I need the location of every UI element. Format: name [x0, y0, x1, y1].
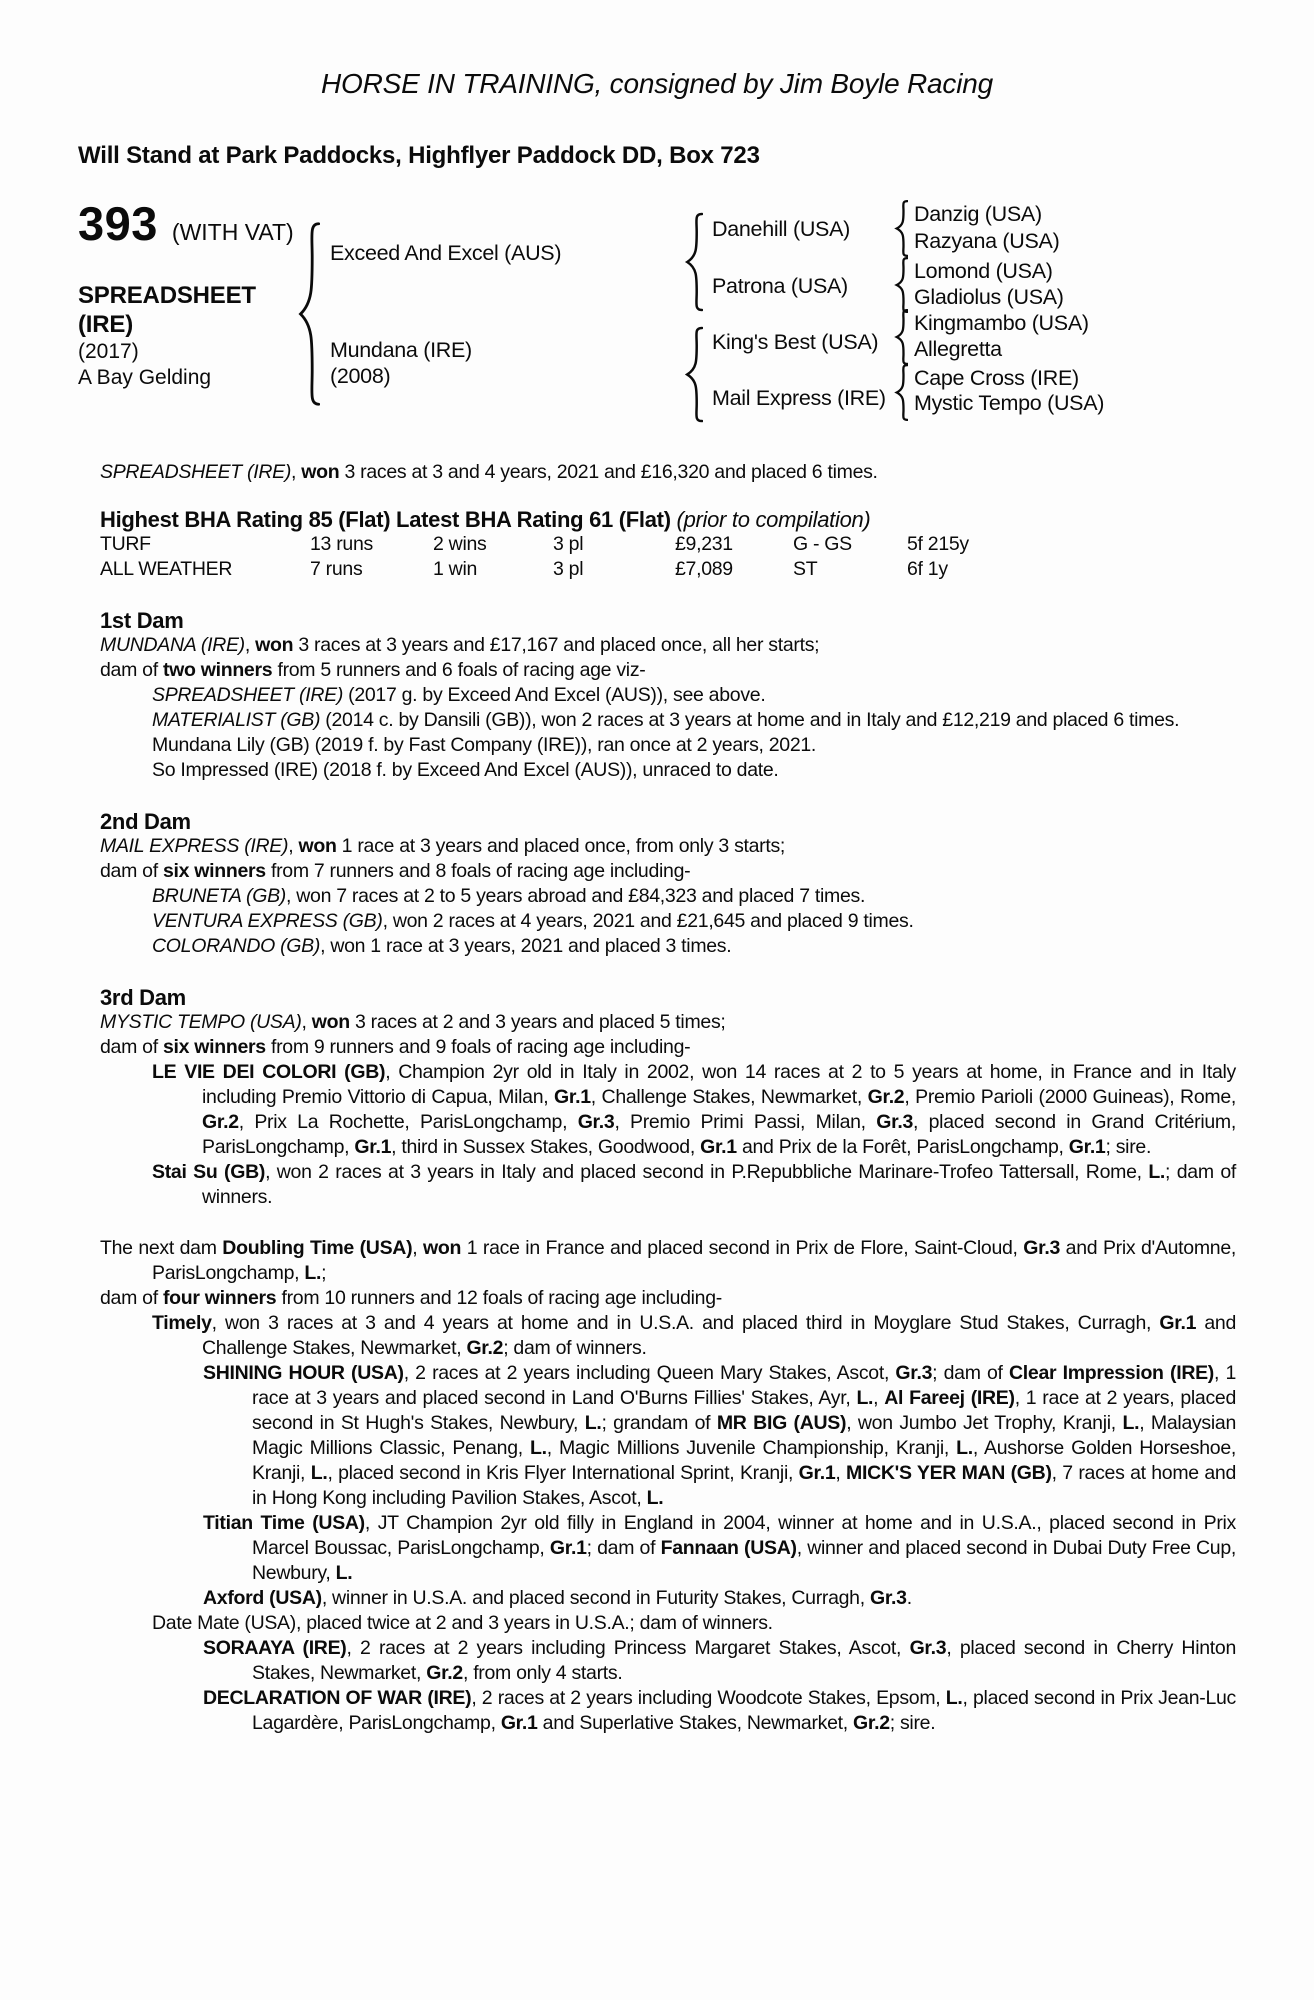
- text-run: (2014 c. by Dansili (GB)), won 2 races at 3 years at home and in Italy and £12,219 and placed 6 times.: [320, 709, 1180, 731]
- text-run: MATERIALIST (GB): [152, 709, 321, 731]
- text-run: MAIL EXPRESS (IRE): [100, 835, 289, 857]
- pedigree-brace-generation1: [294, 220, 320, 408]
- catalogue-paragraph: [100, 834, 1236, 859]
- catalogue-paragraph: [100, 683, 1236, 708]
- catalogue-paragraph: [100, 934, 1236, 959]
- text-run: ; dam of winners.: [503, 1337, 647, 1359]
- catalogue-paragraph: [100, 1511, 1236, 1586]
- catalogue-paragraph: [100, 884, 1236, 909]
- text-run: from 9 runners and 9 foals of racing age including-: [265, 1036, 691, 1058]
- text-run: Stai Su (GB): [152, 1161, 266, 1183]
- text-run: Gr.1: [1159, 1312, 1197, 1334]
- text-run: 1 race in France and placed second in Prix de Flore, Saint-Cloud,: [461, 1237, 1024, 1259]
- text-run: Highest BHA Rating 85 (Flat) Latest BHA Rating 61 (Flat): [100, 507, 671, 532]
- horse-name-block: [78, 281, 256, 391]
- bha-rating-heading: [100, 507, 1236, 532]
- text-run: MUNDANA (IRE): [100, 634, 245, 656]
- text-run: Titian Time (USA): [203, 1512, 365, 1534]
- text-run: LE VIE DEI COLORI (GB): [152, 1061, 386, 1083]
- text-run: Gr.3: [895, 1362, 933, 1384]
- race-record-cell: TURF: [100, 533, 151, 555]
- text-run: and Prix d'Automne, ParisLongchamp,: [152, 1237, 1236, 1284]
- text-run: BRUNETA (GB): [152, 885, 286, 907]
- catalogue-paragraph: [100, 1361, 1236, 1511]
- text-run: Al Fareej (IRE): [884, 1387, 1015, 1409]
- text-run: L.: [584, 1412, 602, 1434]
- text-run: ,: [288, 835, 299, 857]
- text-run: , 7 races at home and in Hong Kong including Pavilion Stakes, Ascot,: [252, 1462, 1236, 1509]
- text-run: ,: [301, 1011, 312, 1033]
- text-run: MR BIG (AUS): [716, 1412, 847, 1434]
- text-run: Clear Impression (IRE): [1009, 1362, 1215, 1384]
- race-record-cell: 5f 215y: [907, 533, 969, 555]
- horse-name: SPREADSHEET: [78, 282, 256, 309]
- text-run: , Malaysian Magic Millions Classic, Penang,: [252, 1412, 1237, 1459]
- text-run: Gr.3: [869, 1587, 907, 1609]
- text-run: , 1 race at 2 years, placed second in St Hugh's Stakes, Newbury,: [252, 1387, 1236, 1434]
- text-run: from 10 runners and 12 foals of racing age including-: [276, 1287, 722, 1309]
- text-run: from 5 runners and 6 foals of racing age viz-: [272, 659, 646, 681]
- text-run: (2017 g. by Exceed And Excel (AUS)), see above.: [343, 684, 766, 706]
- text-run: SHINING HOUR (USA): [203, 1362, 404, 1384]
- text-run: Gr.1: [549, 1537, 587, 1559]
- text-run: L.: [646, 1487, 664, 1509]
- text-run: COLORANDO (GB): [152, 935, 321, 957]
- catalogue-paragraph: [100, 1160, 1236, 1210]
- race-record-cell: 1 win: [433, 558, 478, 580]
- text-run: MYSTIC TEMPO (USA): [100, 1011, 302, 1033]
- section-heading-1st-dam: [100, 608, 1236, 633]
- catalogue-paragraph: [100, 658, 1236, 683]
- race-record-cell: G - GS: [793, 533, 852, 555]
- race-record-cell: 13 runs: [310, 533, 373, 555]
- text-run: 1 race at 3 years and placed once, from only 3 starts;: [336, 835, 786, 857]
- text-run: won: [301, 461, 340, 483]
- text-run: SPREADSHEET (IRE): [100, 461, 292, 483]
- text-run: L.: [856, 1387, 874, 1409]
- text-run: Gr.3: [909, 1637, 947, 1659]
- pedigree-dam-year: (2008): [330, 364, 391, 388]
- race-record-cell: £7,089: [675, 558, 733, 580]
- text-run: Fannaan (USA): [660, 1537, 797, 1559]
- catalogue-paragraph: [100, 1010, 1236, 1035]
- pedigree-dam: Mundana (IRE): [330, 338, 472, 362]
- text-run: Gr.2: [426, 1662, 463, 1684]
- text-run: 3 races at 2 and 3 years and placed 5 times;: [349, 1011, 726, 1033]
- pedigree-gg-razyana: Razyana (USA): [914, 229, 1060, 253]
- horse-country-suffix: (IRE): [78, 311, 133, 338]
- text-run: , Challenge Stakes, Newmarket,: [590, 1086, 868, 1108]
- text-run: ; sire.: [1105, 1136, 1152, 1158]
- text-run: , JT Champion 2yr old filly in England in 2004, winner at home and in U.S.A., placed second in Prix Marcel Boussac, ParisLongchamp,: [252, 1512, 1237, 1559]
- text-run: Gr.2: [867, 1086, 905, 1108]
- text-run: four winners: [162, 1287, 277, 1309]
- text-run: , won 3 races at 3 and 4 years at home and in U.S.A. and placed third in Moyglare Stud Stakes, Curragh,: [211, 1312, 1160, 1334]
- text-run: MICK'S YER MAN (GB): [846, 1462, 1052, 1484]
- horse-description: A Bay Gelding: [78, 366, 212, 389]
- text-run: Mundana Lily (GB) (2019 f. by Fast Company (IRE)), ran once at 2 years, 2021.: [152, 734, 817, 756]
- text-run: ;: [321, 1262, 327, 1284]
- race-record-table: [100, 532, 1236, 582]
- race-record-cell: 2 wins: [433, 533, 487, 555]
- text-run: , Prix La Rochette, ParisLongchamp,: [238, 1111, 578, 1133]
- text-run: Gr.3: [1023, 1237, 1061, 1259]
- pedigree-brace-gg3: [893, 309, 908, 365]
- text-run: , from only 4 starts.: [462, 1662, 623, 1684]
- text-run: L.: [335, 1562, 353, 1584]
- pedigree-gg-kingmambo: Kingmambo (USA): [914, 311, 1089, 335]
- text-run: L.: [1122, 1412, 1140, 1434]
- lot-number: 393: [78, 197, 158, 250]
- horse-foaled-year: (2017): [78, 340, 139, 363]
- text-run: L.: [1148, 1161, 1166, 1183]
- text-run: , Champion 2yr old in Italy in 2002, won 14 races at 2 to 5 years at home, in France and in Italy including Premio Vittorio di Capua, Milan,: [202, 1061, 1236, 1108]
- text-run: Timely: [152, 1312, 212, 1334]
- text-run: , Magic Millions Juvenile Championship, Kranji,: [546, 1437, 957, 1459]
- text-run: SPREADSHEET (IRE): [152, 684, 344, 706]
- text-run: L.: [529, 1437, 547, 1459]
- text-run: SORAAYA (IRE): [203, 1637, 347, 1659]
- text-run: , winner in U.S.A. and placed second in Futurity Stakes, Curragh,: [321, 1587, 870, 1609]
- text-run: DECLARATION OF WAR (IRE): [203, 1687, 472, 1709]
- pedigree-brace-gg2: [893, 257, 908, 313]
- stand-location-line: Will Stand at Park Paddocks, Highflyer Paddock DD, Box 723: [78, 142, 760, 169]
- race-record-cell: ALL WEATHER: [100, 558, 233, 580]
- text-run: VENTURA EXPRESS (GB): [152, 910, 383, 932]
- pedigree-gg-danzig: Danzig (USA): [914, 202, 1042, 226]
- pedigree-gg-capecross: Cape Cross (IRE): [914, 366, 1079, 390]
- text-run: won: [311, 1011, 350, 1033]
- pedigree-gg-lomond: Lomond (USA): [914, 259, 1053, 283]
- text-run: ,: [291, 461, 302, 483]
- text-run: 3 races at 3 and 4 years, 2021 and £16,320 and placed 6 times.: [339, 461, 878, 483]
- catalogue-paragraph: [100, 758, 1236, 783]
- text-run: Gr.3: [876, 1111, 914, 1133]
- text-run: six winners: [162, 860, 266, 882]
- text-run: dam of: [100, 1287, 163, 1309]
- text-run: , Premio Parioli (2000 Guineas), Rome,: [904, 1086, 1236, 1108]
- race-record-cell: 3 pl: [553, 558, 584, 580]
- catalogue-paragraph: [100, 1636, 1236, 1686]
- text-run: , won 2 races at 4 years, 2021 and £21,645 and placed 9 times.: [382, 910, 914, 932]
- text-run: , 2 races at 2 years including Queen Mary Stakes, Ascot,: [403, 1362, 896, 1384]
- text-run: Gr.2: [202, 1111, 239, 1133]
- race-record-cell: 3 pl: [553, 533, 584, 555]
- lot-vat-note: (WITH VAT): [171, 219, 294, 245]
- pedigree-dam-sire: King's Best (USA): [712, 330, 879, 354]
- pedigree-brace-dam-parents: [682, 326, 703, 423]
- text-run: , placed second in Cherry Hinton Stakes, Newmarket,: [252, 1637, 1236, 1684]
- catalogue-paragraph: [100, 909, 1236, 934]
- text-run: ; dam of: [586, 1537, 661, 1559]
- race-record-cell: 6f 1y: [907, 558, 948, 580]
- text-run: two winners: [162, 659, 273, 681]
- text-run: and Superlative Stakes, Newmarket,: [537, 1712, 853, 1734]
- text-run: from 7 runners and 8 foals of racing age including-: [265, 860, 691, 882]
- text-run: ; dam of: [932, 1362, 1010, 1384]
- text-run: , winner and placed second in Dubai Duty Free Cup, Newbury,: [252, 1537, 1236, 1584]
- text-run: So Impressed (IRE) (2018 f. by Exceed And Excel (AUS)), unraced to date.: [152, 759, 779, 781]
- text-run: Gr.2: [853, 1712, 890, 1734]
- section-heading-3rd-dam: [100, 985, 1236, 1010]
- text-run: 2nd Dam: [100, 809, 191, 834]
- text-run: , won Jumbo Jet Trophy, Kranji,: [846, 1412, 1123, 1434]
- catalogue-paragraph: [100, 633, 1236, 658]
- text-run: dam of: [100, 1036, 163, 1058]
- text-run: L.: [310, 1462, 328, 1484]
- race-record-cell: ST: [793, 558, 818, 580]
- pedigree-sire-dam: Patrona (USA): [712, 274, 848, 298]
- page-title: HORSE IN TRAINING, consigned by Jim Boyle Racing: [321, 68, 993, 99]
- catalogue-paragraph: [100, 1686, 1236, 1736]
- pedigree-gg-gladiolus: Gladiolus (USA): [914, 285, 1064, 309]
- pedigree-gg-allegretta: Allegretta: [914, 337, 1002, 361]
- text-run: , won 1 race at 3 years, 2021 and placed 3 times.: [320, 935, 732, 957]
- text-run: Doubling Time (USA): [222, 1237, 413, 1259]
- text-run: ,: [244, 634, 256, 656]
- race-record-cell: £9,231: [675, 533, 733, 555]
- section-heading-2nd-dam: [100, 809, 1236, 834]
- text-run: , 2 races at 2 years including Princess Margaret Stakes, Ascot,: [346, 1637, 910, 1659]
- text-run: won: [255, 634, 294, 656]
- text-run: (prior to compilation): [670, 507, 871, 532]
- catalogue-body: [100, 460, 1236, 1736]
- text-run: Gr.2: [466, 1337, 504, 1359]
- catalogue-paragraph: [100, 1236, 1236, 1286]
- pedigree-gg-mystictempo: Mystic Tempo (USA): [914, 391, 1105, 415]
- text-run: six winners: [162, 1036, 266, 1058]
- text-run: Gr.1: [554, 1086, 591, 1108]
- text-run: .: [906, 1587, 912, 1609]
- catalogue-paragraph: [100, 708, 1236, 733]
- catalogue-paragraph: [100, 1060, 1236, 1160]
- text-run: L.: [945, 1687, 963, 1709]
- pedigree-dam-dam: Mail Express (IRE): [712, 386, 886, 410]
- race-record-cell: 7 runs: [310, 558, 363, 580]
- pedigree-brace-sire-parents: [682, 212, 703, 312]
- text-run: ; grandam of: [601, 1412, 717, 1434]
- text-run: Gr.1: [798, 1462, 836, 1484]
- text-run: Gr.1: [700, 1136, 737, 1158]
- catalogue-paragraph: [100, 1611, 1236, 1636]
- text-run: , placed second in Kris Flyer International Sprint, Kranji,: [327, 1462, 799, 1484]
- text-run: , 1 race at 3 years and placed second in Land O'Burns Fillies' Stakes, Ayr,: [252, 1362, 1237, 1409]
- lot-header: [78, 197, 294, 250]
- text-run: The next dam: [100, 1237, 223, 1259]
- text-run: L.: [956, 1437, 973, 1459]
- catalogue-paragraph: [100, 1286, 1236, 1311]
- text-run: , third in Sussex Stakes, Goodwood,: [391, 1136, 701, 1158]
- text-run: , Aushorse Golden Horseshoe, Kranji,: [252, 1437, 1236, 1484]
- text-run: Gr.1: [1068, 1136, 1106, 1158]
- catalogue-paragraph: [100, 1035, 1236, 1060]
- race-record: [100, 460, 1236, 485]
- text-run: and Challenge Stakes, Newmarket,: [202, 1312, 1236, 1359]
- text-run: ; sire.: [889, 1712, 936, 1734]
- catalogue-paragraph: [100, 1586, 1236, 1611]
- text-run: , placed second in Grand Critérium, ParisLongchamp,: [202, 1111, 1236, 1158]
- text-run: , 2 races at 2 years including Woodcote Stakes, Epsom,: [471, 1687, 946, 1709]
- text-run: 3rd Dam: [100, 985, 186, 1010]
- catalogue-paragraph: [100, 1311, 1236, 1361]
- text-run: ,: [835, 1462, 847, 1484]
- text-run: won: [423, 1237, 462, 1259]
- text-run: , won 7 races at 2 to 5 years abroad and £84,323 and placed 7 times.: [286, 885, 866, 907]
- text-run: dam of: [100, 860, 163, 882]
- text-run: ,: [412, 1237, 424, 1259]
- pedigree-brace-gg1: [893, 200, 908, 257]
- text-run: Axford (USA): [203, 1587, 322, 1609]
- text-run: , Premio Primi Passi, Milan,: [614, 1111, 877, 1133]
- text-run: 3 races at 3 years and £17,167 and placed once, all her starts;: [293, 634, 820, 656]
- text-run: dam of: [100, 659, 163, 681]
- text-run: Gr.1: [500, 1712, 538, 1734]
- text-run: , won 2 races at 3 years in Italy and placed second in P.Repubbliche Marinare-Trofeo Tattersall, Rome,: [265, 1161, 1149, 1183]
- text-run: 1st Dam: [100, 608, 184, 633]
- catalogue-paragraph: [100, 733, 1236, 758]
- pedigree-sire-sire: Danehill (USA): [712, 217, 850, 241]
- catalogue-paragraph: [100, 859, 1236, 884]
- text-run: , placed second in Prix Jean-Luc Lagardère, ParisLongchamp,: [252, 1687, 1236, 1734]
- pedigree-brace-gg4: [893, 364, 908, 421]
- text-run: Gr.1: [354, 1136, 392, 1158]
- text-run: L.: [304, 1262, 322, 1284]
- text-run: Gr.3: [577, 1111, 615, 1133]
- text-run: Date Mate (USA), placed twice at 2 and 3 years in U.S.A.; dam of winners.: [152, 1612, 773, 1634]
- text-run: ,: [873, 1387, 885, 1409]
- text-run: and Prix de la Forêt, ParisLongchamp,: [736, 1136, 1069, 1158]
- text-run: won: [298, 835, 337, 857]
- pedigree-sire: Exceed And Excel (AUS): [330, 241, 562, 265]
- text-run: ; dam of winners.: [202, 1161, 1236, 1208]
